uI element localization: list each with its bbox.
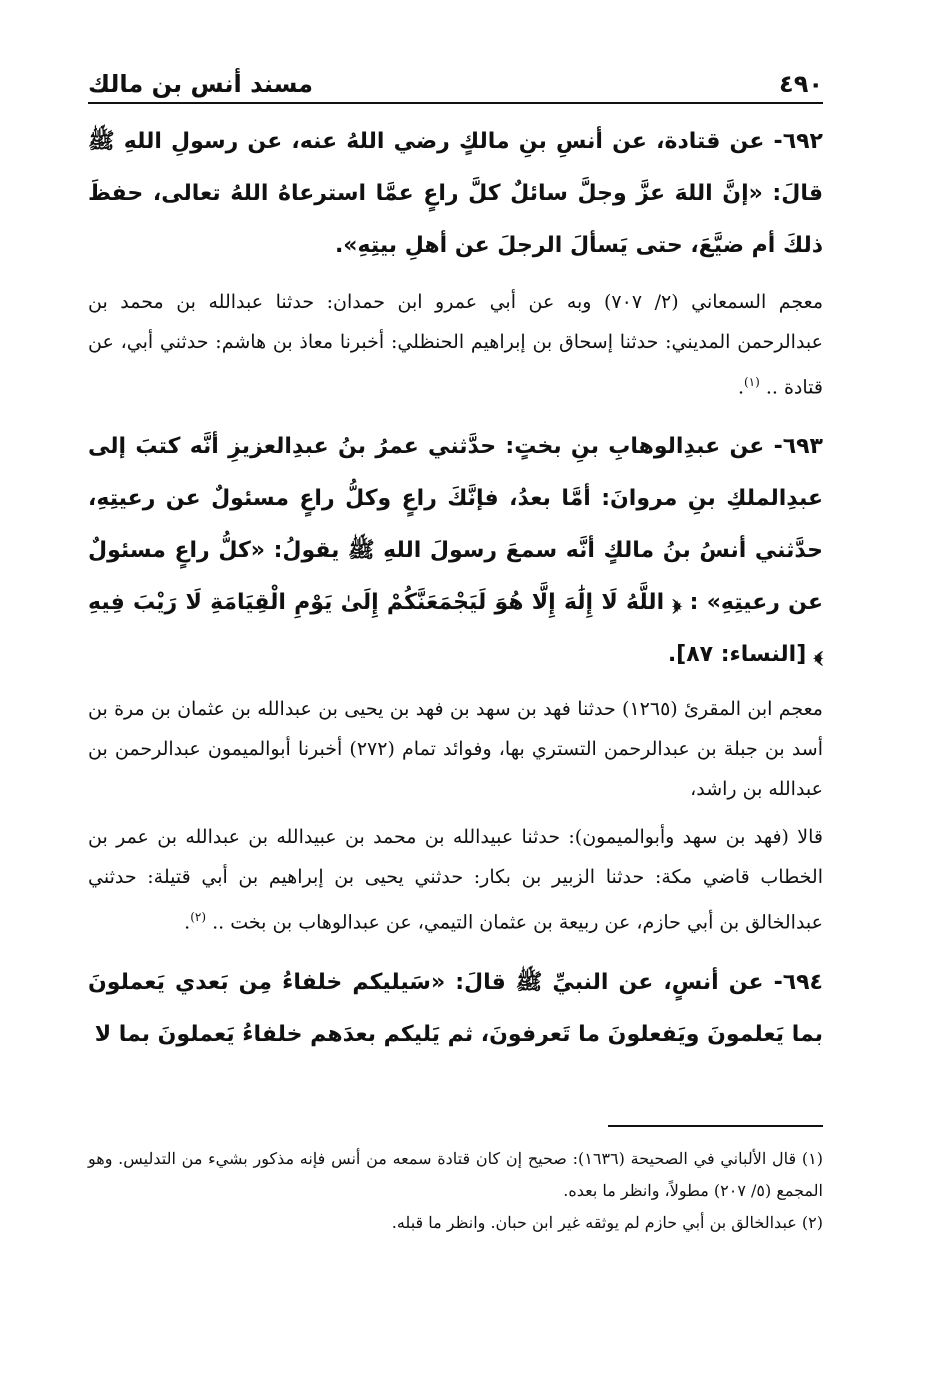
book-page <box>88 60 824 1232</box>
footnote-ref-1: (١) <box>743 375 760 389</box>
source-693-a: معجم ابن المقرئ (١٢٦٥) حدثنا فهد بن سهد بن فهد بن يحيى بن عبدالله بن عثمان بن مرة بن أسد بن جبلة بن عبدالرحمن التستري بها، وفوائد تمام (٢٧٢) أخبرنا أبوالميمون عبدالرحمن بن عبدالله بن راشد، <box>88 698 823 801</box>
source-692: معجم السمعاني (٢/ ٧٠٧) وبه عن أبي عمرو ابن حمدان: حدثنا عبدالله بن محمد بن عبدالرحمن المديني: حدثنا إسحاق بن إبراهيم الحنظلي: أخبرنا معاذ بن هاشم: حدثني أبي، عن قتادة .. $^{(١)}$. <box>88 291 824 399</box>
running-title: مسند أنس بن مالك <box>88 70 314 98</box>
source-693-b: قالا (فهد بن سهد وأبوالميمون): حدثنا عبيدالله بن محمد بن عبيدالله بن عبدالله بن عمر بن الخطاب قاضي مكة: حدثنا الزبير بن بكار: حدثني يحيى بن إبراهيم بن أبي قتيلة: حدثني عبدالخالق بن أبي حازم، عن ربيعة بن عثمان التيمي، عن عبدالوهاب بن بخت .. $^{(٢)}$. <box>88 826 823 934</box>
page-header <box>88 60 823 104</box>
footnotes-section <box>88 1125 823 1239</box>
footnote-divider <box>608 1125 823 1127</box>
hadith-694: ٦٩٤- عن أنسٍ، عن النبيِّ ﷺ قالَ: «سَيليكم خلفاءُ مِن بَعدي يَعملونَ بما يَعلمونَ ويَفعلونَ ما تَعرفونَ، ثم يَليكم بعدَهم خلفاءُ يَعملونَ بما لا <box>88 969 823 1047</box>
hadith-693: ٦٩٣- عن عبدِالوهابِ بنِ بختٍ: حدَّثني عمرُ بنُ عبدِالعزيزِ أنَّه كتبَ إلى عبدِالملكِ بنِ مروانَ: أمَّا بعدُ، فإنَّكَ راعٍ وكلُّ راعٍ مسئولٌ عن رعيتِهِ، حدَّثني أنسُ بنُ مالكٍ أنَّه سمعَ رسولَ اللهِ ﷺ يقولُ: «كلُّ راعٍ مسئولٌ عن رعيتِهِ» : ﴿ اللَّهُ لَا إِلَٰهَ إِلَّا هُوَ لَيَجْمَعَنَّكُمْ إِلَىٰ يَوْمِ الْقِيَامَةِ لَا رَيْبَ فِيهِ ﴾ [النساء: ٨٧]. <box>88 434 823 668</box>
page-number: ٤٩٠ <box>779 70 823 98</box>
footnote-ref-2: (٢) <box>190 910 207 925</box>
footnote-2: (٢) عبدالخالق بن أبي حازم لم يوثقه غير ابن حبان. وانظر ما قبله. <box>391 1213 823 1232</box>
source-693-b-text: قالا (فهد بن سهد وأبوالميمون): حدثنا عبيدالله بن محمد بن عبيدالله بن عبدالله بن عمر بن الخطاب قاضي مكة: حدثنا الزبير بن بكار: حدثني يحيى بن إبراهيم بن أبي قتيلة: حدثني عبدالخالق بن أبي حازم، عن ربيعة بن عثمان التيمي، عن عبدالوهاب بن بخت .. <box>88 826 823 934</box>
hadith-692: ٦٩٢- عن قتادة، عن أنسِ بنِ مالكٍ رضي اللهُ عنه، عن رسولِ اللهِ ﷺ قالَ: «إنَّ اللهَ عزَّ وجلَّ سائلٌ كلَّ راعٍ عمَّا استرعاهُ اللهُ تعالى، حفظَ ذلكَ أم ضيَّعَ، حتى يَسألَ الرجلَ عن أهلِ بيتِهِ». <box>88 129 823 258</box>
source-692-text: معجم السمعاني (٢/ ٧٠٧) وبه عن أبي عمرو ابن حمدان: حدثنا عبدالله بن محمد بن عبدالرحمن المديني: حدثنا إسحاق بن إبراهيم الحنظلي: أخبرنا معاذ بن هاشم: حدثني أبي، عن قتادة .. <box>88 291 824 399</box>
footnote-1: (١) قال الألباني في الصحيحة (١٦٣٦): صحيح إن كان قتادة سمعه من أنس فإنه مذكور بشيء من التدليس. وهو المجمع (٥/ ٢٠٧) مطولاً، وانظر ما بعده. <box>88 1149 823 1200</box>
footnotes <box>88 1143 823 1239</box>
